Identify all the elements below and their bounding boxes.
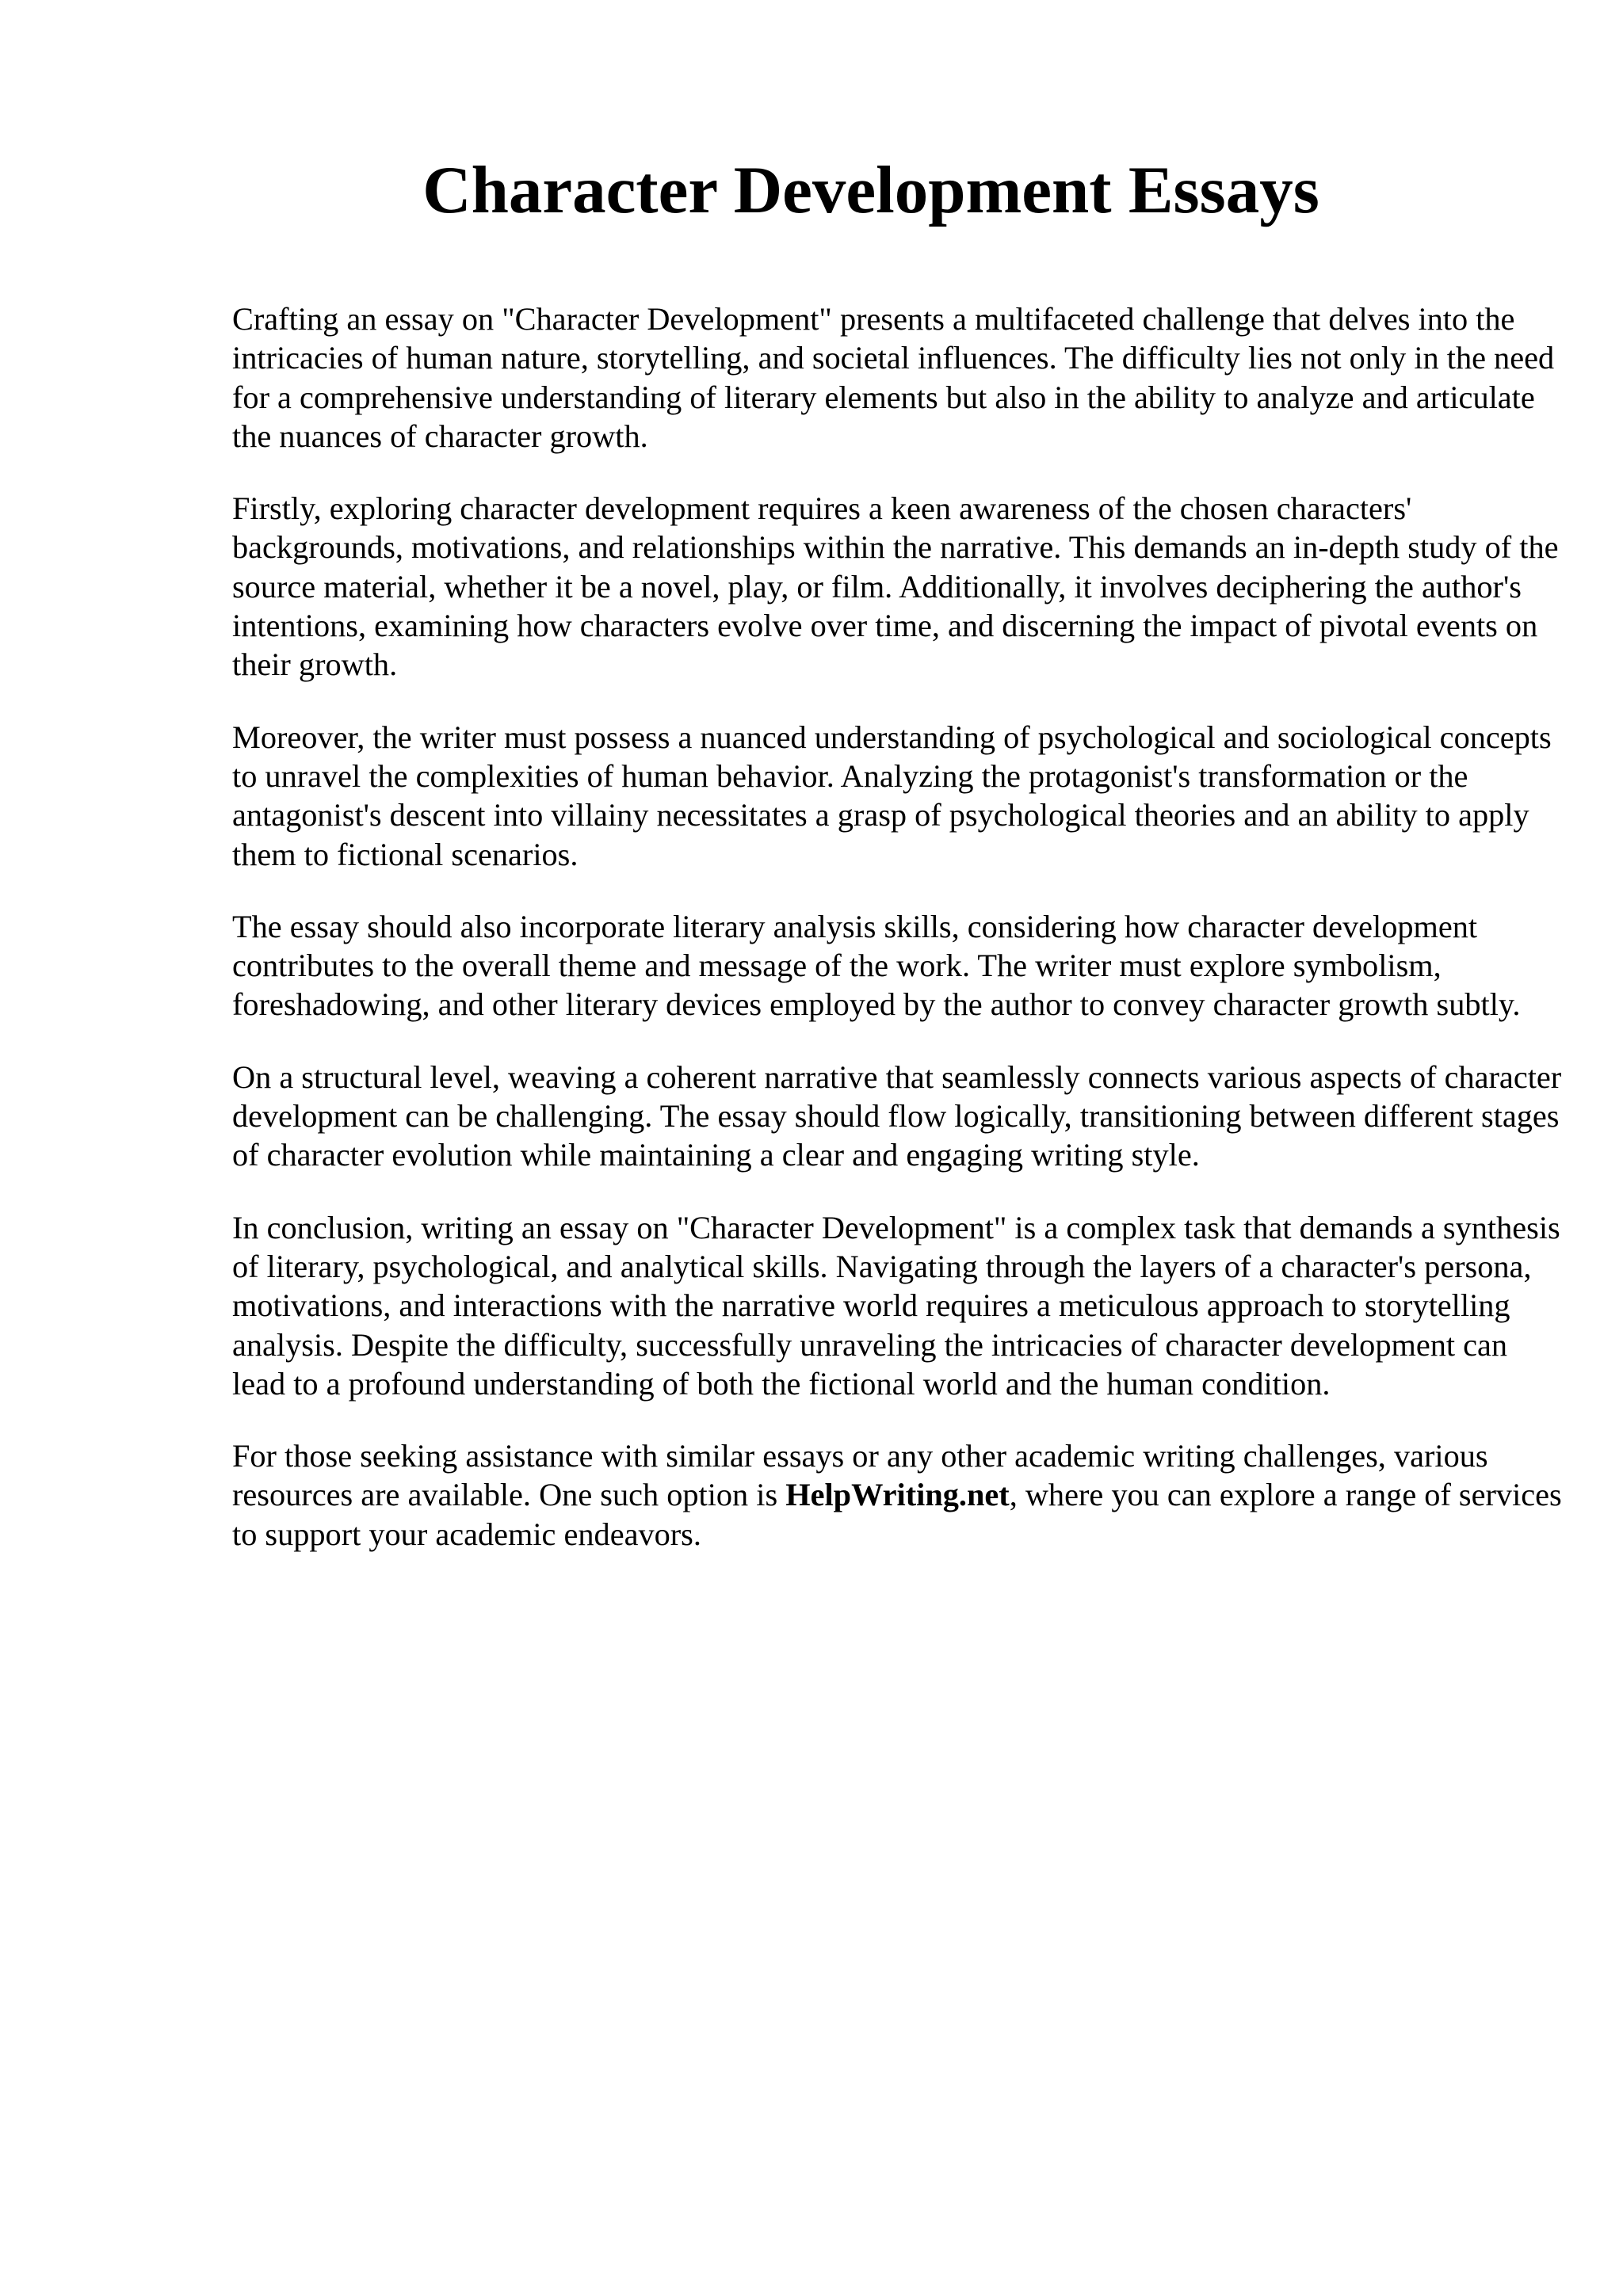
closing-paragraph <box>232 1436 1564 1554</box>
essay-body <box>232 299 1564 1587</box>
paragraph-1: Crafting an essay on "Character Development" presents a multifaceted challenge that delves into the intricacies of human nature, storytelling, and societal influences. The difficulty lies not only in the need for a comprehensive understanding of literary elements but also in the ability to analyze and articulate the nuances of character growth. <box>232 301 1555 454</box>
paragraph-6: In conclusion, writing an essay on "Character Development" is a complex task that demands a synthesis of literary, psychological, and analytical skills. Navigating through the layers of a character's persona, motivations, and interactions with the narrative world requires a meticulous approach to storytelling analysis. Despite the difficulty, successfully unraveling the intricacies of character development can lead to a profound understanding of both the fictional world and the human condition. <box>232 1209 1560 1402</box>
page-title: Character Development Essays <box>422 153 1319 227</box>
paragraph-3: Moreover, the writer must possess a nuanced understanding of psychological and sociological concepts to unravel the complexities of human behavior. Analyzing the protagonist's transformation or the antagonist's descent into villainy necessitates a grasp of psychological theories and an ability to apply them to fictional scenarios. <box>232 719 1552 872</box>
brand-name: HelpWriting.net <box>785 1477 1010 1513</box>
closing-text-before: For those seeking assistance with similar essays or any other academic writing challenges, various resources are available. One such option is <box>232 1438 1488 1513</box>
paragraph-4: The essay should also incorporate literary analysis skills, considering how character development contributes to the overall theme and message of the work. The writer must explore symbolism, foreshadowing, and other literary devices employed by the author to convey character growth subtly. <box>232 908 1521 1023</box>
closing-text-after: , where you can explore a range of services to support your academic endeavors. <box>232 1477 1562 1552</box>
paragraph-5: On a structural level, weaving a coherent narrative that seamlessly connects various aspects of character development can be challenging. The essay should flow logically, transitioning between different stages of character evolution while maintaining a clear and engaging writing style. <box>232 1058 1562 1173</box>
paragraph-2: Firstly, exploring character development requires a keen awareness of the chosen characters' backgrounds, motivations, and relationships within the narrative. This demands an in-depth study of the source material, whether it be a novel, play, or film. Additionally, it involves deciphering the author's intentions, examining how characters evolve over time, and discerning the impact of pivotal events on their growth. <box>232 490 1559 683</box>
